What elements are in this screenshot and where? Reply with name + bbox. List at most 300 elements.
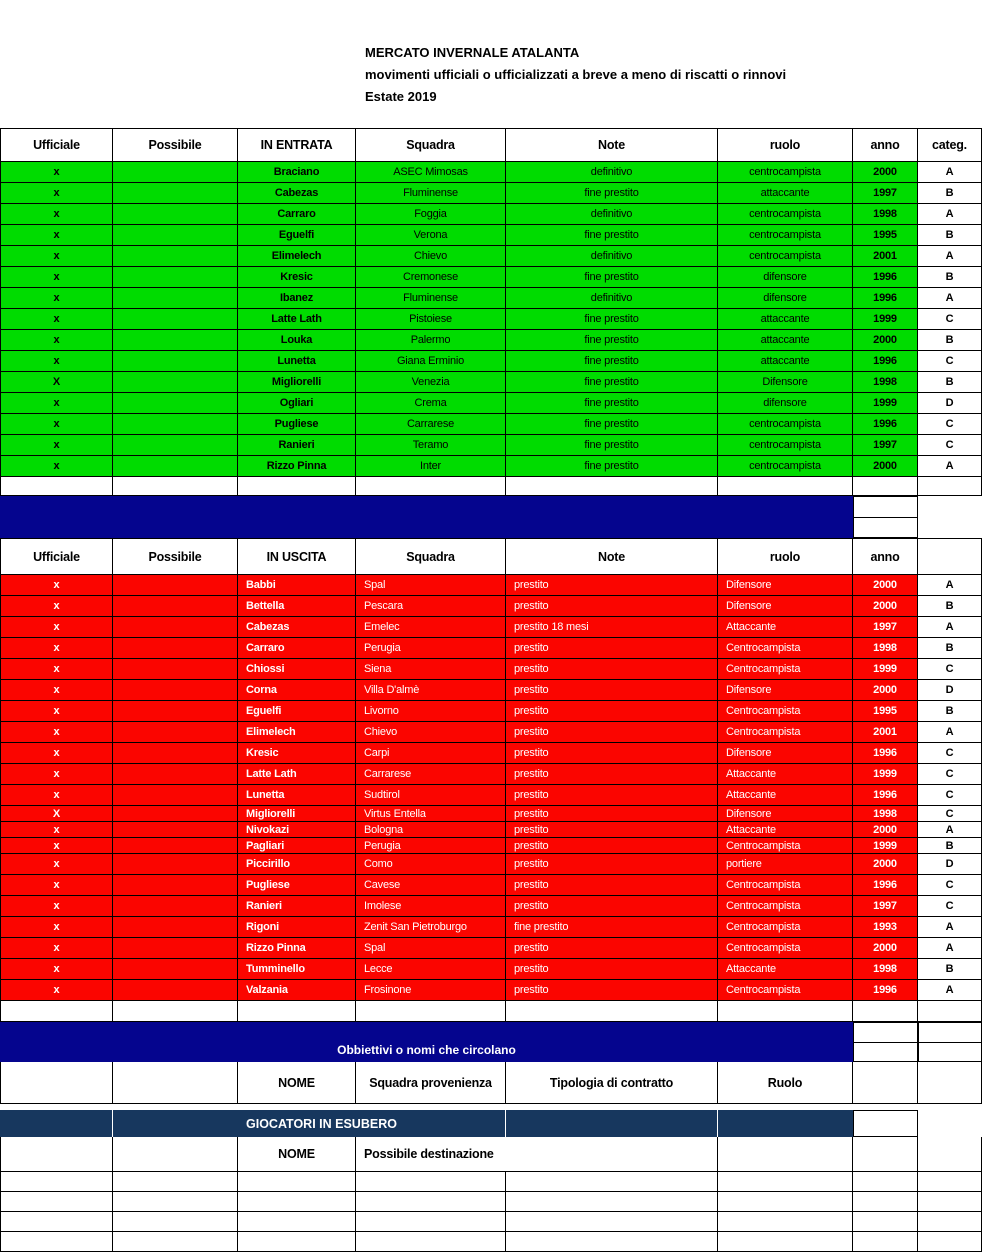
cell-player-name[interactable]: Ranieri xyxy=(238,896,356,917)
cell-categ[interactable]: B xyxy=(918,701,982,722)
empty-cell[interactable] xyxy=(238,1212,356,1232)
empty-cell[interactable] xyxy=(0,1137,113,1172)
cell-note[interactable]: fine prestito xyxy=(506,917,718,938)
cell-note[interactable]: fine prestito xyxy=(506,225,718,246)
cell-squadra[interactable]: Pescara xyxy=(356,596,506,617)
cell-player-name[interactable]: Rizzo Pinna xyxy=(238,456,356,477)
cell-ufficiale[interactable]: x xyxy=(0,764,113,785)
cell-ufficiale[interactable]: x xyxy=(0,267,113,288)
cell-anno[interactable]: 2000 xyxy=(853,162,918,183)
cell-player-name[interactable]: Eguelfi xyxy=(238,225,356,246)
cell-anno[interactable]: 1995 xyxy=(853,701,918,722)
cell-squadra[interactable]: Frosinone xyxy=(356,980,506,1001)
cell-player-name[interactable]: Elimelech xyxy=(238,722,356,743)
cell-ruolo[interactable]: centrocampista xyxy=(718,204,853,225)
empty-cell[interactable] xyxy=(238,1192,356,1212)
cell-possibile[interactable] xyxy=(113,980,238,1001)
cell-squadra[interactable]: Venezia xyxy=(356,372,506,393)
cell-anno[interactable]: 1995 xyxy=(853,225,918,246)
empty-cell[interactable] xyxy=(718,1137,853,1172)
cell-ufficiale[interactable]: x xyxy=(0,309,113,330)
cell-note[interactable]: prestito xyxy=(506,638,718,659)
empty-cell[interactable] xyxy=(506,477,718,496)
cell-squadra[interactable]: Cremonese xyxy=(356,267,506,288)
empty-cell[interactable] xyxy=(506,1192,718,1212)
cell-player-name[interactable]: Piccirillo xyxy=(238,854,356,875)
cell-ruolo[interactable]: Centrocampista xyxy=(718,980,853,1001)
cell-player-name[interactable]: Pugliese xyxy=(238,875,356,896)
cell-squadra[interactable]: Pistoiese xyxy=(356,309,506,330)
cell-ufficiale[interactable]: x xyxy=(0,414,113,435)
empty-cell[interactable] xyxy=(238,477,356,496)
cell-note[interactable]: definitivo xyxy=(506,288,718,309)
cell-player-name[interactable]: Ogliari xyxy=(238,393,356,414)
empty-cell[interactable] xyxy=(853,1232,918,1252)
cell-possibile[interactable] xyxy=(113,959,238,980)
header-in-entrata[interactable]: IN ENTRATA xyxy=(238,128,356,162)
cell-note[interactable]: prestito xyxy=(506,838,718,854)
cell-possibile[interactable] xyxy=(113,638,238,659)
cell-note[interactable]: prestito xyxy=(506,806,718,822)
cell-squadra[interactable]: Perugia xyxy=(356,638,506,659)
cell-note[interactable]: prestito xyxy=(506,575,718,596)
cell-ruolo[interactable]: Centrocampista xyxy=(718,938,853,959)
empty-cell[interactable] xyxy=(918,1001,982,1022)
cell-player-name[interactable]: Migliorelli xyxy=(238,806,356,822)
cell-ufficiale[interactable]: x xyxy=(0,743,113,764)
cell-anno[interactable]: 2001 xyxy=(853,722,918,743)
cell-squadra[interactable]: Fluminense xyxy=(356,288,506,309)
cell-categ[interactable]: C xyxy=(918,659,982,680)
cell-anno[interactable]: 1998 xyxy=(853,959,918,980)
cell-ufficiale[interactable]: x xyxy=(0,162,113,183)
empty-cell[interactable] xyxy=(853,1137,918,1172)
cell-ufficiale[interactable]: x xyxy=(0,288,113,309)
empty-cell[interactable] xyxy=(918,1172,982,1192)
cell-anno[interactable]: 1999 xyxy=(853,393,918,414)
empty-cell[interactable] xyxy=(113,1137,238,1172)
cell-categ[interactable]: A xyxy=(918,938,982,959)
empty-cell[interactable] xyxy=(0,1192,113,1212)
cell-player-name[interactable]: Elimelech xyxy=(238,246,356,267)
cell-ruolo[interactable]: Centrocampista xyxy=(718,917,853,938)
cell-ruolo[interactable]: Centrocampista xyxy=(718,838,853,854)
cell-possibile[interactable] xyxy=(113,372,238,393)
cell-categ[interactable]: C xyxy=(918,743,982,764)
cell-categ[interactable]: C xyxy=(918,875,982,896)
cell-categ[interactable]: A xyxy=(918,980,982,1001)
header-ruolo[interactable]: Ruolo xyxy=(718,1062,853,1104)
cell-possibile[interactable] xyxy=(113,435,238,456)
empty-cell[interactable] xyxy=(506,1212,718,1232)
cell-squadra[interactable]: Palermo xyxy=(356,330,506,351)
cell-ufficiale[interactable]: x xyxy=(0,722,113,743)
cell-anno[interactable]: 1996 xyxy=(853,351,918,372)
cell-ruolo[interactable]: Attaccante xyxy=(718,764,853,785)
empty-cell[interactable] xyxy=(113,1232,238,1252)
cell-anno[interactable]: 1996 xyxy=(853,267,918,288)
cell-categ[interactable]: B xyxy=(918,330,982,351)
cell-squadra[interactable]: Zenit San Pietroburgo xyxy=(356,917,506,938)
cell-ufficiale[interactable]: x xyxy=(0,204,113,225)
cell-squadra[interactable]: ASEC Mimosas xyxy=(356,162,506,183)
empty-cell[interactable] xyxy=(918,1212,982,1232)
empty-cell[interactable] xyxy=(853,1001,918,1022)
cell-ufficiale[interactable]: x xyxy=(0,183,113,204)
empty-cell[interactable] xyxy=(853,1192,918,1212)
cell-anno[interactable]: 2000 xyxy=(853,330,918,351)
cell-note[interactable]: definitivo xyxy=(506,246,718,267)
cell-note[interactable]: fine prestito xyxy=(506,309,718,330)
cell-note[interactable]: fine prestito xyxy=(506,183,718,204)
empty-cell[interactable] xyxy=(718,1001,853,1022)
cell-possibile[interactable] xyxy=(113,701,238,722)
empty-cell[interactable] xyxy=(853,1042,918,1063)
empty-cell[interactable] xyxy=(918,1042,982,1063)
cell-player-name[interactable]: Pugliese xyxy=(238,414,356,435)
empty-cell[interactable] xyxy=(0,1232,113,1252)
cell-categ[interactable]: C xyxy=(918,806,982,822)
header-note[interactable]: Note xyxy=(506,538,718,575)
cell-squadra[interactable]: Verona xyxy=(356,225,506,246)
cell-squadra[interactable]: Como xyxy=(356,854,506,875)
cell-ufficiale[interactable]: x xyxy=(0,959,113,980)
cell-categ[interactable]: C xyxy=(918,764,982,785)
cell-anno[interactable]: 1997 xyxy=(853,435,918,456)
cell-categ[interactable]: C xyxy=(918,896,982,917)
cell-ruolo[interactable]: attaccante xyxy=(718,183,853,204)
header-ufficiale[interactable]: Ufficiale xyxy=(0,128,113,162)
cell-player-name[interactable]: Rizzo Pinna xyxy=(238,938,356,959)
cell-categ[interactable]: B xyxy=(918,959,982,980)
cell-player-name[interactable]: Bettella xyxy=(238,596,356,617)
cell-note[interactable]: fine prestito xyxy=(506,414,718,435)
cell-ruolo[interactable]: centrocampista xyxy=(718,162,853,183)
empty-cell[interactable] xyxy=(356,1232,506,1252)
cell-categ[interactable]: C xyxy=(918,414,982,435)
cell-ufficiale[interactable]: x xyxy=(0,246,113,267)
cell-ufficiale[interactable]: x xyxy=(0,596,113,617)
cell-player-name[interactable]: Ranieri xyxy=(238,435,356,456)
empty-cell[interactable] xyxy=(853,1062,918,1104)
cell-ufficiale[interactable]: x xyxy=(0,980,113,1001)
cell-ruolo[interactable]: Difensore xyxy=(718,575,853,596)
cell-anno[interactable]: 1997 xyxy=(853,896,918,917)
empty-cell[interactable] xyxy=(918,477,982,496)
cell-categ[interactable]: A xyxy=(918,617,982,638)
empty-cell[interactable] xyxy=(506,1172,718,1192)
cell-anno[interactable]: 1993 xyxy=(853,917,918,938)
cell-squadra[interactable]: Cavese xyxy=(356,875,506,896)
cell-ufficiale[interactable]: x xyxy=(0,575,113,596)
cell-possibile[interactable] xyxy=(113,659,238,680)
empty-cell[interactable] xyxy=(853,1212,918,1232)
cell-ruolo[interactable]: attaccante xyxy=(718,309,853,330)
cell-anno[interactable]: 1997 xyxy=(853,183,918,204)
cell-note[interactable]: definitivo xyxy=(506,204,718,225)
cell-note[interactable]: prestito xyxy=(506,701,718,722)
cell-possibile[interactable] xyxy=(113,722,238,743)
cell-player-name[interactable]: Eguelfi xyxy=(238,701,356,722)
cell-possibile[interactable] xyxy=(113,764,238,785)
cell-squadra[interactable]: Imolese xyxy=(356,896,506,917)
empty-cell[interactable] xyxy=(238,1232,356,1252)
cell-ufficiale[interactable]: x xyxy=(0,225,113,246)
cell-anno[interactable]: 1996 xyxy=(853,743,918,764)
empty-cell[interactable] xyxy=(356,1001,506,1022)
empty-cell[interactable] xyxy=(853,1022,918,1043)
cell-categ[interactable]: A xyxy=(918,162,982,183)
cell-squadra[interactable]: Perugia xyxy=(356,838,506,854)
cell-squadra[interactable]: Spal xyxy=(356,575,506,596)
cell-ruolo[interactable]: Difensore xyxy=(718,806,853,822)
cell-note[interactable]: definitivo xyxy=(506,162,718,183)
cell-anno[interactable]: 1996 xyxy=(853,980,918,1001)
cell-squadra[interactable]: Fluminense xyxy=(356,183,506,204)
cell-categ[interactable]: C xyxy=(918,309,982,330)
cell-note[interactable]: prestito xyxy=(506,785,718,806)
cell-ruolo[interactable]: centrocampista xyxy=(718,414,853,435)
cell-ruolo[interactable]: Centrocampista xyxy=(718,722,853,743)
cell-note[interactable]: prestito 18 mesi xyxy=(506,617,718,638)
cell-player-name[interactable]: Chiossi xyxy=(238,659,356,680)
cell-ufficiale[interactable]: x xyxy=(0,785,113,806)
cell-note[interactable]: prestito xyxy=(506,896,718,917)
empty-cell[interactable] xyxy=(853,477,918,496)
cell-squadra[interactable]: Sudtirol xyxy=(356,785,506,806)
cell-ruolo[interactable]: Difensore xyxy=(718,680,853,701)
header-possibile[interactable]: Possibile xyxy=(113,538,238,575)
header-ufficiale[interactable]: Ufficiale xyxy=(0,538,113,575)
cell-categ[interactable]: A xyxy=(918,575,982,596)
cell-possibile[interactable] xyxy=(113,204,238,225)
cell-player-name[interactable]: Babbi xyxy=(238,575,356,596)
cell-categ[interactable]: A xyxy=(918,288,982,309)
cell-ruolo[interactable]: Centrocampista xyxy=(718,896,853,917)
cell-ufficiale[interactable]: x xyxy=(0,701,113,722)
empty-cell[interactable] xyxy=(356,477,506,496)
cell-ruolo[interactable]: difensore xyxy=(718,393,853,414)
cell-note[interactable]: prestito xyxy=(506,743,718,764)
cell-ufficiale[interactable]: x xyxy=(0,854,113,875)
cell-possibile[interactable] xyxy=(113,351,238,372)
header-possibile[interactable]: Possibile xyxy=(113,128,238,162)
cell-squadra[interactable]: Chievo xyxy=(356,722,506,743)
header-categ[interactable]: categ. xyxy=(918,128,982,162)
empty-cell[interactable] xyxy=(113,1192,238,1212)
cell-categ[interactable]: B xyxy=(918,267,982,288)
cell-note[interactable]: prestito xyxy=(506,722,718,743)
cell-player-name[interactable]: Cabezas xyxy=(238,183,356,204)
cell-categ[interactable]: A xyxy=(918,822,982,838)
cell-possibile[interactable] xyxy=(113,575,238,596)
cell-anno[interactable]: 1998 xyxy=(853,806,918,822)
cell-possibile[interactable] xyxy=(113,330,238,351)
cell-categ[interactable]: D xyxy=(918,680,982,701)
cell-player-name[interactable]: Kresic xyxy=(238,743,356,764)
cell-squadra[interactable]: Bologna xyxy=(356,822,506,838)
cell-possibile[interactable] xyxy=(113,393,238,414)
empty-cell[interactable] xyxy=(0,477,113,496)
cell-possibile[interactable] xyxy=(113,917,238,938)
cell-player-name[interactable]: Cabezas xyxy=(238,617,356,638)
header-ruolo[interactable]: ruolo xyxy=(718,128,853,162)
cell-categ[interactable]: B xyxy=(918,372,982,393)
cell-possibile[interactable] xyxy=(113,183,238,204)
header-squadra-provenienza[interactable]: Squadra provenienza xyxy=(356,1062,506,1104)
cell-possibile[interactable] xyxy=(113,596,238,617)
empty-cell[interactable] xyxy=(718,1232,853,1252)
header-possibile-destinazione[interactable]: Possibile destinazione xyxy=(356,1137,718,1172)
cell-note[interactable]: prestito xyxy=(506,959,718,980)
cell-possibile[interactable] xyxy=(113,288,238,309)
empty-cell[interactable] xyxy=(356,1212,506,1232)
cell-ufficiale[interactable]: x xyxy=(0,896,113,917)
header-in-uscita[interactable]: IN USCITA xyxy=(238,538,356,575)
cell-possibile[interactable] xyxy=(113,806,238,822)
empty-cell[interactable] xyxy=(853,1110,918,1137)
cell-player-name[interactable]: Tumminello xyxy=(238,959,356,980)
cell-ruolo[interactable]: difensore xyxy=(718,267,853,288)
cell-anno[interactable]: 2001 xyxy=(853,246,918,267)
cell-possibile[interactable] xyxy=(113,267,238,288)
cell-possibile[interactable] xyxy=(113,680,238,701)
cell-possibile[interactable] xyxy=(113,162,238,183)
cell-squadra[interactable]: Virtus Entella xyxy=(356,806,506,822)
header-categ-blank[interactable] xyxy=(918,538,982,575)
cell-ruolo[interactable]: Centrocampista xyxy=(718,875,853,896)
cell-possibile[interactable] xyxy=(113,456,238,477)
header-nome[interactable]: NOME xyxy=(238,1137,356,1172)
cell-categ[interactable]: B xyxy=(918,596,982,617)
cell-ruolo[interactable]: Attaccante xyxy=(718,822,853,838)
cell-ruolo[interactable]: centrocampista xyxy=(718,456,853,477)
cell-possibile[interactable] xyxy=(113,414,238,435)
cell-squadra[interactable]: Villa D'almè xyxy=(356,680,506,701)
cell-anno[interactable]: 1996 xyxy=(853,785,918,806)
cell-note[interactable]: prestito xyxy=(506,854,718,875)
cell-anno[interactable]: 2000 xyxy=(853,456,918,477)
cell-anno[interactable]: 2000 xyxy=(853,680,918,701)
cell-categ[interactable]: A xyxy=(918,456,982,477)
cell-note[interactable]: fine prestito xyxy=(506,456,718,477)
header-tipologia-di-contratto[interactable]: Tipologia di contratto xyxy=(506,1062,718,1104)
cell-categ[interactable]: B xyxy=(918,838,982,854)
cell-ufficiale[interactable]: x xyxy=(0,822,113,838)
cell-anno[interactable]: 1996 xyxy=(853,288,918,309)
cell-categ[interactable]: D xyxy=(918,854,982,875)
cell-note[interactable]: prestito xyxy=(506,980,718,1001)
cell-possibile[interactable] xyxy=(113,617,238,638)
cell-possibile[interactable] xyxy=(113,896,238,917)
cell-ufficiale[interactable]: x xyxy=(0,917,113,938)
cell-player-name[interactable]: Pagliari xyxy=(238,838,356,854)
empty-cell[interactable] xyxy=(718,1172,853,1192)
cell-player-name[interactable]: Latte Lath xyxy=(238,309,356,330)
cell-player-name[interactable]: Kresic xyxy=(238,267,356,288)
cell-ufficiale[interactable]: x xyxy=(0,680,113,701)
cell-player-name[interactable]: Rigoni xyxy=(238,917,356,938)
cell-note[interactable]: prestito xyxy=(506,659,718,680)
cell-ruolo[interactable]: Attaccante xyxy=(718,617,853,638)
header-nome[interactable]: NOME xyxy=(238,1062,356,1104)
empty-cell[interactable] xyxy=(853,1172,918,1192)
cell-squadra[interactable]: Carrarese xyxy=(356,414,506,435)
empty-cell[interactable] xyxy=(0,1062,113,1104)
cell-possibile[interactable] xyxy=(113,743,238,764)
cell-anno[interactable]: 1997 xyxy=(853,617,918,638)
cell-anno[interactable]: 1998 xyxy=(853,372,918,393)
cell-squadra[interactable]: Chievo xyxy=(356,246,506,267)
cell-player-name[interactable]: Nivokazi xyxy=(238,822,356,838)
cell-anno[interactable]: 1998 xyxy=(853,638,918,659)
cell-player-name[interactable]: Latte Lath xyxy=(238,764,356,785)
cell-squadra[interactable]: Inter xyxy=(356,456,506,477)
cell-note[interactable]: fine prestito xyxy=(506,330,718,351)
cell-anno[interactable]: 1996 xyxy=(853,875,918,896)
cell-squadra[interactable]: Giana Erminio xyxy=(356,351,506,372)
cell-ruolo[interactable]: Centrocampista xyxy=(718,659,853,680)
cell-squadra[interactable]: Teramo xyxy=(356,435,506,456)
empty-cell[interactable] xyxy=(356,1172,506,1192)
cell-ufficiale[interactable]: x xyxy=(0,393,113,414)
cell-note[interactable]: prestito xyxy=(506,680,718,701)
cell-categ[interactable]: B xyxy=(918,225,982,246)
cell-ruolo[interactable]: Attaccante xyxy=(718,785,853,806)
cell-squadra[interactable]: Livorno xyxy=(356,701,506,722)
cell-ruolo[interactable]: Difensore xyxy=(718,372,853,393)
cell-ufficiale[interactable]: x xyxy=(0,456,113,477)
cell-possibile[interactable] xyxy=(113,938,238,959)
cell-ufficiale[interactable]: X xyxy=(0,806,113,822)
cell-ufficiale[interactable]: x xyxy=(0,617,113,638)
empty-cell[interactable] xyxy=(0,1001,113,1022)
cell-possibile[interactable] xyxy=(113,785,238,806)
header-anno[interactable]: anno xyxy=(853,538,918,575)
cell-player-name[interactable]: Corna xyxy=(238,680,356,701)
cell-ufficiale[interactable]: x xyxy=(0,435,113,456)
cell-categ[interactable]: C xyxy=(918,785,982,806)
cell-anno[interactable]: 1998 xyxy=(853,204,918,225)
empty-cell[interactable] xyxy=(853,496,918,518)
header-squadra[interactable]: Squadra xyxy=(356,538,506,575)
cell-ruolo[interactable]: Difensore xyxy=(718,743,853,764)
cell-player-name[interactable]: Braciano xyxy=(238,162,356,183)
cell-squadra[interactable]: Crema xyxy=(356,393,506,414)
empty-cell[interactable] xyxy=(918,1232,982,1252)
cell-player-name[interactable]: Carraro xyxy=(238,638,356,659)
cell-possibile[interactable] xyxy=(113,225,238,246)
cell-player-name[interactable]: Ibanez xyxy=(238,288,356,309)
cell-ufficiale[interactable]: x xyxy=(0,875,113,896)
empty-cell[interactable] xyxy=(113,1212,238,1232)
empty-cell[interactable] xyxy=(113,1172,238,1192)
cell-ruolo[interactable]: Centrocampista xyxy=(718,701,853,722)
cell-ufficiale[interactable]: x xyxy=(0,330,113,351)
empty-cell[interactable] xyxy=(0,1212,113,1232)
cell-categ[interactable]: A xyxy=(918,917,982,938)
cell-squadra[interactable]: Siena xyxy=(356,659,506,680)
cell-squadra[interactable]: Carrarese xyxy=(356,764,506,785)
header-anno[interactable]: anno xyxy=(853,128,918,162)
cell-player-name[interactable]: Lunetta xyxy=(238,351,356,372)
cell-possibile[interactable] xyxy=(113,854,238,875)
cell-note[interactable]: fine prestito xyxy=(506,351,718,372)
cell-possibile[interactable] xyxy=(113,875,238,896)
cell-squadra[interactable]: Lecce xyxy=(356,959,506,980)
cell-player-name[interactable]: Migliorelli xyxy=(238,372,356,393)
cell-player-name[interactable]: Valzania xyxy=(238,980,356,1001)
